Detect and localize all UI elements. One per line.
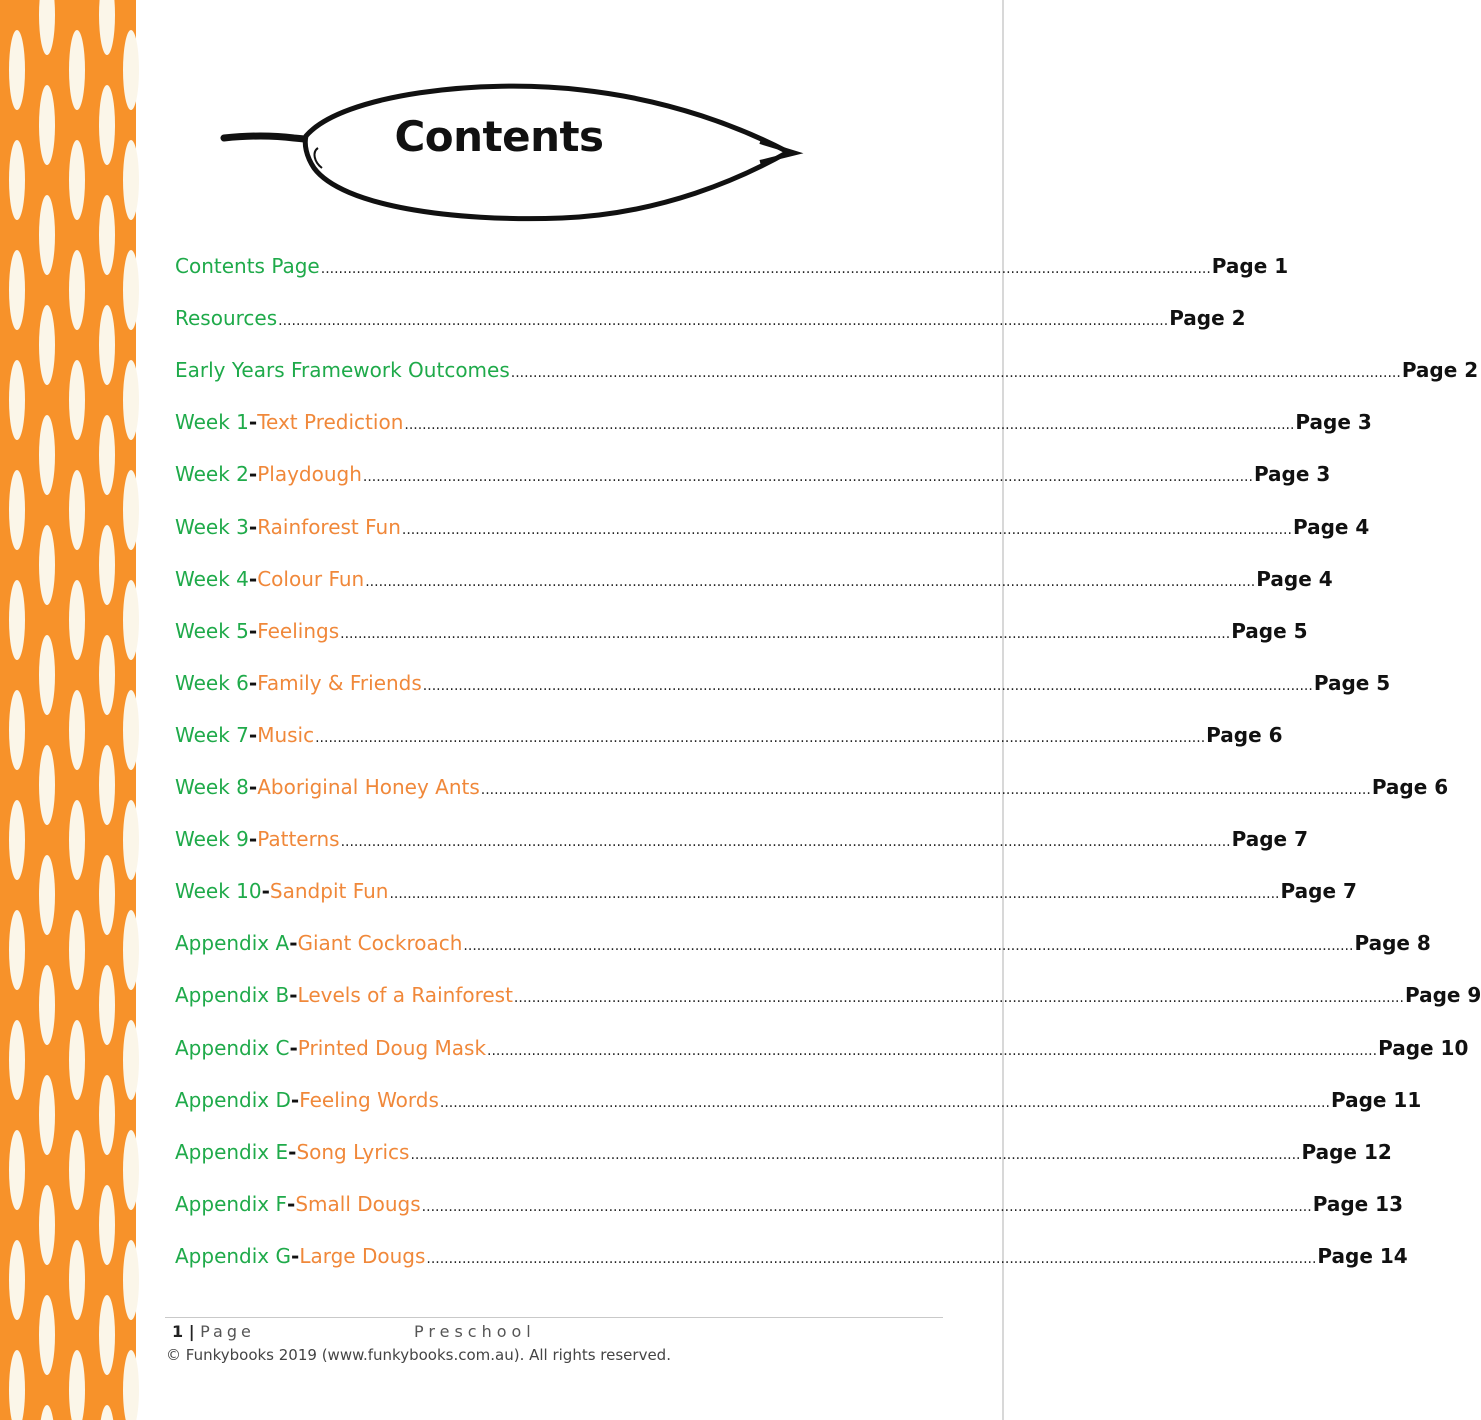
toc-entry[interactable]	[175, 931, 1431, 961]
toc-entry-label	[175, 723, 314, 747]
toc-entry[interactable]	[175, 722, 1283, 753]
toc-label-part: Week 3	[175, 514, 249, 539]
toc-dot-leader: ........................................................................................................................................................................................................	[421, 1198, 1312, 1215]
toc-dot-leader: ........................................................................................................................................................................................................	[365, 573, 1256, 590]
title-banner	[222, 82, 800, 222]
toc-label-part: -	[248, 462, 258, 487]
toc-label-part: -	[248, 618, 258, 643]
toc-entry[interactable]	[175, 306, 1246, 336]
toc-entry-label	[175, 1088, 439, 1112]
toc-dot-leader: ........................................................................................................................................................................................................	[389, 886, 1280, 903]
toc-page-number: Page 5	[1313, 670, 1391, 695]
toc-label-part: Appendix E	[175, 1139, 289, 1164]
toc-label-part: Song Lyrics	[296, 1139, 410, 1164]
toc-label-part: -	[248, 722, 258, 747]
toc-dot-leader: ........................................................................................................................................................................................................	[340, 625, 1231, 642]
toc-dot-leader: ........................................................................................................................................................................................................	[439, 1094, 1330, 1111]
toc-page-number: Page 13	[1312, 1191, 1404, 1216]
toc-page-number: Page 4	[1256, 566, 1333, 591]
toc-label-part: -	[289, 983, 298, 1008]
toc-entry[interactable]	[175, 827, 1309, 857]
toc-dot-leader: ........................................................................................................................................................................................................	[513, 990, 1404, 1007]
toc-entry-label	[175, 358, 510, 382]
toc-entry[interactable]	[175, 1087, 1422, 1118]
toc-dot-leader: ........................................................................................................................................................................................................	[480, 782, 1371, 798]
toc-label-part: Week 2	[175, 462, 249, 487]
footer-separator: |	[183, 1322, 201, 1341]
toc-label-part: Small Dougs	[295, 1191, 421, 1216]
toc-entry-label	[175, 254, 320, 278]
toc-entry-label	[175, 931, 462, 955]
toc-entry-label	[175, 775, 480, 799]
toc-entry-label	[175, 306, 277, 330]
toc-page-number: Page 7	[1231, 827, 1309, 852]
toc-label-part: -	[290, 1087, 300, 1112]
toc-page-number: Page 12	[1301, 1139, 1392, 1164]
toc-dot-leader: ........................................................................................................................................................................................................	[422, 677, 1313, 694]
toc-entry[interactable]	[175, 1243, 1408, 1274]
footer-section-name: Preschool	[414, 1322, 536, 1341]
toc-page-number: Page 9	[1404, 983, 1481, 1008]
toc-label-part: Week 6	[175, 670, 249, 695]
toc-label-part: -	[248, 410, 258, 435]
toc-label-part: Appendix F	[175, 1191, 288, 1216]
toc-entry[interactable]	[175, 775, 1449, 805]
orange-wave-pattern-icon	[0, 0, 136, 1420]
toc-label-part: Feeling Words	[299, 1087, 439, 1112]
decorative-side-strip	[0, 0, 136, 1420]
toc-dot-leader: ........................................................................................................................................................................................................	[404, 417, 1295, 434]
toc-entry-label	[175, 879, 388, 903]
toc-page-number: Page 3	[1253, 462, 1331, 487]
toc-label-part: Week 1	[175, 410, 249, 435]
page-title: Contents	[394, 112, 604, 161]
toc-label-part: Week 5	[175, 618, 249, 643]
toc-label-part: Patterns	[257, 827, 340, 852]
toc-page-number: Page 6	[1206, 722, 1283, 747]
toc-entry-label	[175, 983, 513, 1007]
toc-label-part: Sandpit Fun	[269, 879, 389, 904]
toc-label-part: Levels of a Rainforest	[297, 983, 513, 1008]
toc-label-part: Appendix B	[175, 983, 290, 1008]
toc-entry-label	[175, 827, 340, 851]
toc-page-number: Page 6	[1371, 775, 1449, 799]
footer-page-word: Page	[200, 1322, 255, 1341]
toc-label-part: -	[289, 931, 298, 956]
toc-entry-label	[175, 410, 403, 434]
toc-label-part: Text Prediction	[257, 410, 404, 435]
toc-entry[interactable]	[175, 879, 1357, 909]
toc-entry[interactable]	[175, 1139, 1392, 1170]
toc-entry-label	[175, 1192, 421, 1216]
toc-label-part: Printed Doug Mask	[297, 1035, 487, 1060]
toc-label-part: Aboriginal Honey Ants	[257, 775, 480, 799]
toc-label-part: Appendix A	[175, 931, 290, 956]
toc-entry[interactable]	[175, 983, 1481, 1013]
toc-entry[interactable]	[175, 670, 1391, 701]
toc-entry-label	[175, 619, 339, 643]
toc-page-number: Page 11	[1330, 1087, 1422, 1112]
toc-page-number: Page 2	[1169, 306, 1246, 331]
toc-label-part: Giant Cockroach	[297, 931, 463, 956]
toc-page-number: Page 3	[1295, 410, 1372, 435]
toc-page-number: Page 14	[1317, 1243, 1408, 1268]
toc-label-part: -	[291, 1243, 300, 1268]
toc-entry[interactable]	[175, 1035, 1469, 1066]
toc-entry[interactable]	[175, 254, 1289, 284]
footer-page-info	[172, 1322, 255, 1341]
toc-entry-label	[175, 462, 362, 486]
toc-label-part: Large Dougs	[299, 1243, 426, 1268]
toc-label-part: Week 9	[175, 827, 249, 852]
footer-page-number: 1	[172, 1322, 184, 1341]
toc-label-part: Appendix D	[175, 1087, 291, 1112]
toc-label-part: Early Years Framework Outcomes	[175, 358, 510, 383]
toc-page-number: Page 5	[1231, 618, 1308, 643]
toc-dot-leader: ........................................................................................................................................................................................................	[463, 938, 1354, 955]
toc-dot-leader: ........................................................................................................................................................................................................	[315, 729, 1206, 746]
toc-entry[interactable]	[175, 1191, 1404, 1222]
toc-label-part: Appendix G	[175, 1243, 291, 1268]
toc-label-part: -	[289, 1035, 298, 1060]
toc-dot-leader: ........................................................................................................................................................................................................	[340, 834, 1231, 851]
toc-label-part: Family & Friends	[257, 670, 422, 695]
toc-page-number: Page 2	[1401, 358, 1479, 383]
toc-label-part: -	[287, 1191, 296, 1216]
toc-label-part: -	[248, 775, 258, 799]
toc-entry-label	[175, 1244, 425, 1268]
toc-entry-label	[175, 1036, 486, 1060]
toc-label-part: -	[248, 827, 258, 852]
toc-label-part: -	[288, 1139, 297, 1164]
toc-label-part: Week 4	[175, 566, 249, 591]
toc-label-part: Playdough	[257, 462, 362, 487]
toc-dot-leader: ........................................................................................................................................................................................................	[278, 313, 1169, 330]
toc-label-part: -	[248, 566, 258, 591]
toc-label-part: Week 10	[175, 879, 262, 904]
toc-label-part: Colour Fun	[257, 566, 365, 591]
toc-label-part: Resources	[175, 306, 278, 331]
toc-label-part: -	[248, 514, 258, 539]
toc-label-part: Week 7	[175, 722, 249, 747]
toc-entry[interactable]	[175, 358, 1479, 388]
toc-entry[interactable]	[175, 462, 1331, 492]
toc-dot-leader: ........................................................................................................................................................................................................	[401, 521, 1292, 538]
toc-entry-label	[175, 515, 401, 539]
toc-dot-leader: ........................................................................................................................................................................................................	[510, 365, 1401, 382]
footer-copyright: © Funkybooks 2019 (www.funkybooks.com.au). All rights reserved.	[166, 1346, 671, 1364]
toc-page-number: Page 1	[1211, 254, 1289, 278]
toc-label-part: Week 8	[175, 775, 249, 799]
toc-entry[interactable]	[175, 566, 1333, 597]
toc-dot-leader: ........................................................................................................................................................................................................	[362, 469, 1253, 486]
toc-label-part: Feelings	[257, 618, 340, 643]
toc-dot-leader: ........................................................................................................................................................................................................	[410, 1146, 1301, 1163]
toc-label-part: Appendix C	[175, 1035, 290, 1060]
footer-divider	[165, 1317, 943, 1318]
toc-page-number: Page 7	[1280, 879, 1357, 904]
toc-label-part: Contents Page	[175, 254, 320, 278]
toc-dot-leader: ........................................................................................................................................................................................................	[320, 261, 1211, 277]
toc-label-part: Music	[257, 722, 315, 747]
toc-label-part: -	[261, 879, 270, 904]
toc-page-number: Page 10	[1378, 1035, 1469, 1060]
toc-page-number: Page 4	[1292, 514, 1370, 539]
toc-entry-label	[175, 1140, 409, 1164]
toc-entry[interactable]	[175, 618, 1308, 649]
toc-entry-label	[175, 567, 364, 591]
toc-dot-leader: ........................................................................................................................................................................................................	[426, 1250, 1317, 1267]
toc-entry[interactable]	[175, 410, 1372, 440]
toc-entry[interactable]	[175, 514, 1370, 545]
toc-page-number: Page 8	[1354, 931, 1431, 956]
toc-dot-leader: ........................................................................................................................................................................................................	[487, 1042, 1378, 1059]
toc-entry-label	[175, 671, 422, 695]
toc-label-part: -	[248, 670, 258, 695]
toc-label-part: Rainforest Fun	[257, 514, 401, 539]
